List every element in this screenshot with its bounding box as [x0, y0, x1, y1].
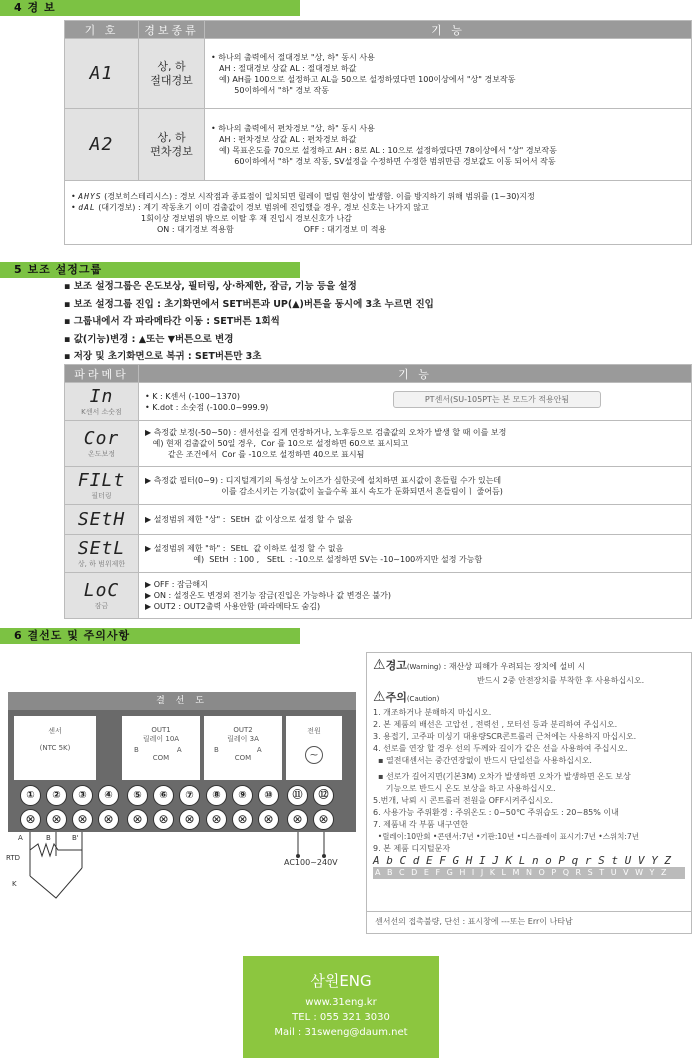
ac-symbol-icon: ~ [305, 746, 323, 764]
table-row [65, 39, 692, 109]
screw-icon: ⊗ [232, 809, 253, 830]
kind-line: 상, 하 [157, 130, 186, 144]
code-seth: SEtH [65, 505, 139, 535]
caution-item: 5.번개, 낙뢰 시 콘트롤러 전원을 OFF시켜주십시오. [373, 796, 554, 805]
desc-line: 예) SEtH : 100 , SEtL : -10으로 설정하면 SV는 -10~100까지만 설정 가능함 [145, 554, 483, 564]
bullet-item: ▪ 보조 설정그룹 진입 : 초기화면에서 SET버튼과 UP(▲)버튼을 동시에 3초 누르면 진입 [64, 298, 434, 310]
desc-line: AH : 편차경보 상값 AL : 편차경보 하값 [219, 134, 357, 144]
desc-line: ▶ 설정범위 제한 "상" : SEtH 값 이상으로 설정 할 수 없음 [145, 515, 353, 524]
table-row [65, 573, 692, 619]
out2-label: OUT2 [233, 726, 253, 734]
desc-line: 이를 감소시키는 기능(값이 높을수록 표시 속도가 둔화되면서 흔들림이ㅣ 줄어듬) [145, 486, 503, 496]
caution-item: 6. 사용가능 주위환경 : 주위온도 : 0~50℃ 주위습도 : 20~85% 이내 [373, 808, 619, 817]
col-kind: 경보종류 [139, 21, 205, 39]
lcd-text: AHYS [78, 191, 102, 201]
col-code: 기 호 [65, 21, 139, 39]
out2-sub: 릴레이 3A [227, 735, 259, 743]
rtd-label: RTD [6, 854, 21, 862]
desc-line: 같은 조건에서 Cor 를 -10으로 설정하면 40으로 표시됨 [145, 450, 365, 459]
screw-icon: ⊗ [72, 809, 93, 830]
caution-item: 4. 선로를 연장 할 경우 선의 두께와 길이가 같은 선을 사용하여 주십시오. [373, 744, 628, 753]
note-text: ON : 대기경보 적용함 [157, 224, 234, 234]
screw-icon: ⊗ [313, 809, 334, 830]
out1-sub: 릴레이 10A [142, 735, 180, 743]
screw-icon: ⊗ [287, 809, 308, 830]
warning-text: : 재산상 피해가 우려되는 장치에 설비 시 [441, 662, 586, 671]
caution-triangle-icon: ⚠ [373, 689, 386, 705]
section4-title: 4 경 보 [0, 0, 300, 16]
param-table [64, 364, 692, 619]
desc-line: • K.dot : 소숫점 (-100.0~999.9) [145, 402, 269, 412]
code-in: In K센서 소숫점 [65, 383, 139, 421]
code-cor: Cor 온도보정 [65, 421, 139, 467]
notes-cell: • AHYS (경보히스테리시스) : 경보 시작점과 종료점이 일치되면 릴레이 떨림 현상이 발생함. 이를 방지하기 위해 범위를 (1~30)지정 • dAL (대기경보) : 계기 작동초기 이미 검출값이 경보 범위에 진입했을 경우, 경보 신호는 나가지 않고 1회이상 경보범위 밖으로 이탈 후 재 진입시 경보신호가 나감 ON : 대기경보 적용함 OFF : 대기경보 미 적용 [65, 181, 692, 245]
note-text: (대기경보) : 계기 작동초기 이미 검출값이 경보 범위에 진입했을 경우, 경보 신호는 나가지 않고 [95, 202, 429, 212]
caution-title-en: (Caution) [406, 695, 440, 703]
desc-cell [139, 383, 692, 421]
table-row [65, 467, 692, 505]
desc-cell [139, 505, 692, 535]
screw-icon: ⊗ [179, 809, 200, 830]
terminal-6: ⑥ [153, 785, 174, 806]
out2-box: OUT2 릴레이 3A B A COM [204, 716, 282, 780]
sensor-wiring [0, 832, 360, 908]
note-text: 1회이상 경보범위 밖으로 이탈 후 재 진입시 경보신호가 나감 [141, 213, 352, 223]
warning-box [366, 652, 692, 912]
kind-line: 상, 하 [157, 59, 186, 73]
alphabet-row: A B C D E F G H I J K L M N O P Q R S T U V W Y Z [373, 867, 685, 879]
bullet-item: ▪ 저장 및 초기화면으로 복귀 : SET버튼만 3초 [64, 351, 262, 362]
section6-title: 6 결선도 및 주의사항 [0, 628, 300, 644]
com-label: COM [234, 754, 252, 762]
terminal-8: ⑧ [206, 785, 227, 806]
col-func: 기 능 [205, 21, 692, 39]
warning-triangle-icon: ⚠ [373, 657, 386, 673]
desc-cell [205, 109, 692, 181]
company-box [243, 956, 439, 1058]
desc-line: 60이하에서 "하" 경보 작동, SV설정을 수정하면 수정한 범위만큼 경보값도 이동 되어서 작동 [219, 156, 556, 166]
k-label: K [12, 880, 17, 888]
screw-icon: ⊗ [98, 809, 119, 830]
alarm-table [64, 20, 692, 245]
terminal-12: ⑫ [313, 785, 334, 806]
screw-icon: ⊗ [258, 809, 279, 830]
terminal-5: ⑤ [127, 785, 148, 806]
company-web: www.31eng.kr [305, 997, 377, 1008]
code-filt: FILt 필터링 [65, 467, 139, 505]
terminal-1: ① [20, 785, 41, 806]
screw-icon: ⊗ [20, 809, 41, 830]
desc-line: ▶ ON : 설정온도 변경외 전기능 잠금(진입은 가능하나 값 변경은 불가) [145, 591, 391, 600]
table-row [65, 181, 692, 245]
out1-box: OUT1 릴레이 10A B A COM [122, 716, 200, 780]
screw-icon: ⊗ [46, 809, 67, 830]
company-name: 삼원ENG [310, 972, 372, 990]
col-func: 기 능 [139, 365, 692, 383]
caution-item: ▪ 열전대센서는 중간연장없이 반드시 단일선을 사용하십시오. [373, 756, 592, 765]
code-a2: A2 [65, 109, 139, 181]
power-box [286, 716, 342, 780]
lcd-character-row: A b C d E F G H I J K L n o P q r S t U V Y Z [373, 854, 672, 867]
com-label: COM [152, 754, 170, 762]
diagram-title: 결 선 도 [8, 692, 356, 710]
desc-line: 50이하에서 "하" 경보 작동 [219, 85, 329, 95]
desc-line: 예) AH를 100으로 설정하고 AL을 50으로 설정하였다면 100이상에서 "상" 경보작동 [219, 74, 516, 84]
screw-icon: ⊗ [127, 809, 148, 830]
desc-line: 예) 현재 검출값이 50일 경우, Cor 를 10으로 설정하면 60으로 표시되고 [145, 439, 409, 448]
note-text: OFF : 대기경보 미 적용 [303, 224, 387, 234]
bullet-item: ▪ 그룹내에서 각 파라메타간 이동 : SET버튼 1회씩 [64, 316, 280, 327]
code-loc: LoC 잠금 [65, 573, 139, 619]
desc-cell [139, 467, 692, 505]
kind-cell [139, 109, 205, 181]
code-a1: A1 [65, 39, 139, 109]
power-label: 전원 [307, 727, 321, 735]
table-row [65, 421, 692, 467]
bullet-item: ▪ 값(기능)변경 : ▲또는 ▼버튼으로 변경 [64, 333, 234, 345]
warning-title: 경고 [385, 659, 407, 672]
note-text: (경보히스테리시스) : 경보 시작점과 종료점이 일치되면 릴레이 떨림 현상이 발생함. 이를 방지하기 위해 범위를 (1~30)지정 [101, 191, 535, 201]
company-tel: TEL : 055 321 3030 [292, 1012, 390, 1023]
terminal-4: ④ [98, 785, 119, 806]
table-row [65, 109, 692, 181]
terminal-2: ② [46, 785, 67, 806]
terminal-10: ⑩ [258, 785, 279, 806]
caution-item: 3. 용접기, 고주파 미싱기 대용량SCR콘트롤러 근처에는 사용하지 마십시오. [373, 732, 637, 741]
desc-cell [139, 535, 692, 573]
caution-title: 주의 [385, 691, 407, 704]
lcd-text: dAL [78, 202, 96, 212]
company-mail: Mail : 31sweng@daum.net [274, 1027, 408, 1038]
warning-title-en: (Warning) [406, 663, 442, 671]
wire-label-b: B [46, 834, 51, 842]
kind-cell [139, 39, 205, 109]
wire-label-a: A [18, 834, 23, 842]
desc-cell [139, 421, 692, 467]
table-row [65, 505, 692, 535]
pt-note-box: PT센서(SU-105PT는 본 모드가 적용안됨 [393, 391, 601, 408]
screw-icon: ⊗ [153, 809, 174, 830]
desc-line: ▶ 측정값 필터(0~9) : 디지털계기의 특성상 노이즈가 심한곳에 설치하면 표시값이 흔들릴 수가 있는데 [145, 475, 502, 485]
caution-item: 2. 본 제품의 배선은 고압선 , 전력선 , 모터선 등과 분리하여 주십시오. [373, 720, 618, 729]
section5-title: 5 보조 설정그룹 [0, 262, 300, 278]
terminal-11: ⑪ [287, 785, 308, 806]
sensor-label: 센서 [48, 727, 62, 735]
desc-cell [139, 573, 692, 619]
desc-line: • K : K센서 (-100~1370) [145, 391, 240, 401]
desc-line: AH : 절대경보 상값 AL : 절대경보 하값 [219, 63, 357, 73]
sensor-sub: (NTC 5K) [39, 744, 71, 752]
terminal-9: ⑨ [232, 785, 253, 806]
sensor-box [14, 716, 96, 780]
caution-item: ▪ 선로가 길어지면(기본3M) 오차가 발생하면 오차가 발생하면 온도 보상 [373, 772, 631, 781]
desc-line: ▶ OFF : 잠금해지 [145, 580, 208, 589]
desc-line: • 하나의 출력에서 절대경보 "상, 하" 동시 사용 [211, 52, 375, 62]
col-param: 파라메타 [65, 365, 139, 383]
caution-item: 1. 개조하거나 분해하지 마십시오. [373, 708, 492, 717]
table-row [65, 535, 692, 573]
terminal-3: ③ [72, 785, 93, 806]
bullet-item: ▪ 보조 설정그룹은 온도보상, 필터링, 상·하제한, 잠금, 기능 등을 설정 [64, 281, 357, 292]
table-row [65, 383, 692, 421]
kind-line: 편차경보 [150, 144, 193, 158]
terminal-7: ⑦ [179, 785, 200, 806]
wire-label-bp: B' [72, 834, 79, 842]
desc-line: ▶ 측정값 보정(-50~50) : 센서선을 길게 연장하거나, 노후등으로 검출값의 오차가 발생 할 때 이를 보정 [145, 428, 507, 437]
code-setl: SEtL 상, 하 범위제한 [65, 535, 139, 573]
sensor-error-note: 센서선의 접촉불량, 단선 : 표시창에 ---또는 Err이 나타남 [366, 912, 692, 934]
caution-item: 7. 제품내 각 부품 내구연한 [373, 820, 469, 829]
kind-line: 절대경보 [150, 73, 193, 87]
section5-bullets [64, 278, 434, 366]
screw-icon: ⊗ [206, 809, 227, 830]
desc-line: 예) 목표온도를 70으로 설정하고 AH : 8로 AL : 10으로 설정하였다면 78이상에서 "상" 경보작동 [219, 145, 557, 155]
caution-item: •릴레이:10만회 •콘덴서:7년 •기판:10년 •디스플레이 표시기:7년 •스위치:7년 [373, 832, 639, 841]
warning-text: 반드시 2중 안전장치를 부착한 후 사용하십시오. [477, 676, 645, 685]
desc-line: ▶ 설정범위 제한 "하" : SEtL 값 이하로 설정 할 수 없음 [145, 543, 344, 553]
ac-label: AC100~240V [284, 858, 338, 867]
desc-line: • 하나의 출력에서 편차경보 "상, 하" 동시 사용 [211, 123, 375, 133]
caution-item: 9. 본 제품 디지털문자 [373, 844, 451, 853]
out1-label: OUT1 [151, 726, 171, 734]
caution-item: 기능으로 반드시 온도 보상을 하고 사용하십시오. [373, 784, 556, 793]
desc-line: ▶ OUT2 : OUT2출력 사용안함 (파라메타도 숨김) [145, 602, 321, 611]
desc-cell [205, 39, 692, 109]
